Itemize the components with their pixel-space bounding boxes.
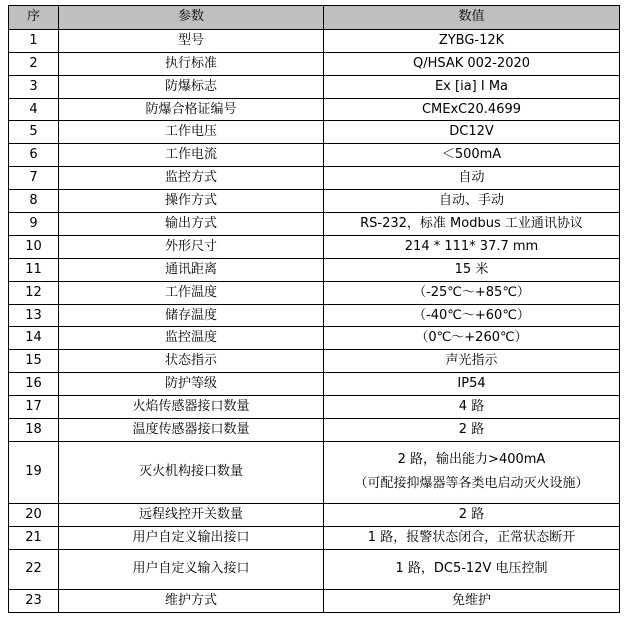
header-value: 数值: [324, 6, 620, 30]
row-value: DC12V: [324, 121, 620, 144]
table-row: [9, 419, 620, 442]
row-param: 工作电流: [59, 144, 324, 167]
row-value: （-25℃～+85℃）: [324, 281, 620, 304]
row-param: 火焰传感器接口数量: [59, 396, 324, 419]
row-param: 监控方式: [59, 167, 324, 190]
table-row: [9, 121, 620, 144]
table-row: [9, 167, 620, 190]
row-index: 18: [9, 419, 59, 442]
spec-table: [8, 5, 620, 613]
row-param: 用户自定义输出接口: [59, 526, 324, 549]
row-index: 1: [9, 29, 59, 52]
table-row: [9, 396, 620, 419]
row-param: 维护方式: [59, 589, 324, 612]
row-index: 9: [9, 213, 59, 236]
row-index: 21: [9, 526, 59, 549]
row-value: Ex [ia] I Ma: [324, 75, 620, 98]
row-value: 1 路，报警状态闭合，正常状态断开: [324, 526, 620, 549]
table-row: [9, 213, 620, 236]
row-index: 17: [9, 396, 59, 419]
row-param: 状态指示: [59, 350, 324, 373]
row-index: 19: [9, 441, 59, 503]
row-param: 执行标准: [59, 52, 324, 75]
row-index: 22: [9, 549, 59, 589]
table-row: [9, 441, 620, 503]
row-param: 储存温度: [59, 304, 324, 327]
row-value-line2: （可配接抑爆器等各类电启动灭火设施）: [354, 476, 589, 492]
row-index: 13: [9, 304, 59, 327]
table-row: [9, 549, 620, 589]
row-value: 免维护: [324, 589, 620, 612]
row-param: 防爆合格证编号: [59, 98, 324, 121]
table-row: [9, 75, 620, 98]
row-value: 15 米: [324, 258, 620, 281]
table-row: [9, 235, 620, 258]
row-index: 10: [9, 235, 59, 258]
row-param: 防护等级: [59, 373, 324, 396]
row-index: 23: [9, 589, 59, 612]
row-value: （0℃～+260℃）: [324, 327, 620, 350]
row-param: 远程线控开关数量: [59, 503, 324, 526]
table-row: [9, 526, 620, 549]
row-value: 自动: [324, 167, 620, 190]
row-index: 12: [9, 281, 59, 304]
row-value: （-40℃～+60℃）: [324, 304, 620, 327]
row-param: 通讯距离: [59, 258, 324, 281]
header-param: 参数: [59, 6, 324, 30]
table-row: [9, 304, 620, 327]
header-index: 序: [9, 6, 59, 30]
row-index: 6: [9, 144, 59, 167]
row-value: IP54: [324, 373, 620, 396]
row-index: 5: [9, 121, 59, 144]
table-header-row: [9, 6, 620, 30]
row-index: 14: [9, 327, 59, 350]
row-index: 8: [9, 190, 59, 213]
row-param: 监控温度: [59, 327, 324, 350]
row-value: 1 路，DC5-12V 电压控制: [324, 549, 620, 589]
row-index: 4: [9, 98, 59, 121]
row-param: 工作温度: [59, 281, 324, 304]
row-param: 操作方式: [59, 190, 324, 213]
row-param: 外形尺寸: [59, 235, 324, 258]
row-index: 16: [9, 373, 59, 396]
row-param: 输出方式: [59, 213, 324, 236]
row-value: 声光指示: [324, 350, 620, 373]
row-param: 灭火机构接口数量: [59, 441, 324, 503]
row-param: 温度传感器接口数量: [59, 419, 324, 442]
row-value: CMExC20.4699: [324, 98, 620, 121]
table-row: [9, 281, 620, 304]
row-param: 防爆标志: [59, 75, 324, 98]
row-value: RS-232，标准 Modbus 工业通讯协议: [324, 213, 620, 236]
row-value-line1: 2 路，输出能力>400mA: [397, 452, 546, 468]
row-value: ＜500mA: [324, 144, 620, 167]
row-value: 2 路: [324, 419, 620, 442]
row-index: 20: [9, 503, 59, 526]
table-row: [9, 190, 620, 213]
table-row: [9, 350, 620, 373]
row-value: [324, 441, 620, 503]
row-value: 自动、手动: [324, 190, 620, 213]
table-row: [9, 503, 620, 526]
row-index: 3: [9, 75, 59, 98]
row-index: 15: [9, 350, 59, 373]
row-param: 型号: [59, 29, 324, 52]
table-row: [9, 52, 620, 75]
row-index: 11: [9, 258, 59, 281]
table-row: [9, 98, 620, 121]
table-row: [9, 29, 620, 52]
row-param: 用户自定义输入接口: [59, 549, 324, 589]
table-row: [9, 589, 620, 612]
table-row: [9, 373, 620, 396]
row-param: 工作电压: [59, 121, 324, 144]
table-row: [9, 327, 620, 350]
row-value: 4 路: [324, 396, 620, 419]
row-index: 2: [9, 52, 59, 75]
row-value: 214 * 111* 37.7 mm: [324, 235, 620, 258]
row-value: ZYBG-12K: [324, 29, 620, 52]
table-row: [9, 258, 620, 281]
table-row: [9, 144, 620, 167]
row-value: Q/HSAK 002-2020: [324, 52, 620, 75]
row-index: 7: [9, 167, 59, 190]
row-value: 2 路: [324, 503, 620, 526]
